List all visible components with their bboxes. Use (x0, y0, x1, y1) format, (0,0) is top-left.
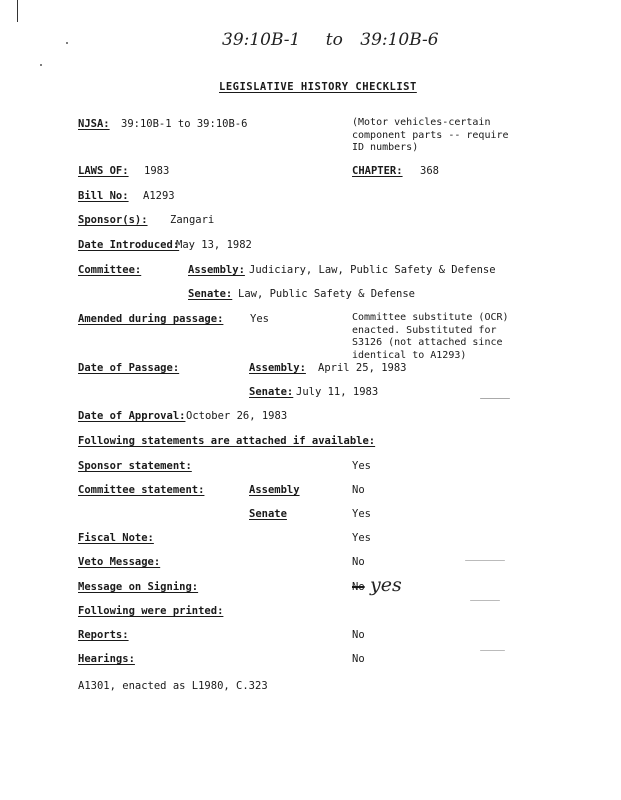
amended-label: Amended during passage: (78, 313, 224, 325)
committee-senate-value: Law, Public Safety & Defense (238, 288, 416, 300)
page-title: LEGISLATIVE HISTORY CHECKLIST (219, 81, 417, 93)
passage-assembly-label: Assembly: (249, 362, 306, 374)
committee-assembly-label: Assembly: (188, 264, 245, 276)
passage-label: Date of Passage: (78, 362, 180, 374)
committee-label: Committee: (78, 264, 142, 276)
passage-senate-value: July 11, 1983 (296, 386, 379, 398)
date-introduced-value: May 13, 1982 (176, 239, 252, 251)
njsa-description: (Motor vehicles-certain component parts -- require ID numbers) (352, 117, 509, 153)
committee-statement-senate-value: Yes (352, 508, 371, 520)
scan-speck (66, 42, 68, 44)
handwritten-header (222, 30, 439, 50)
passage-senate-label: Senate: (249, 386, 294, 398)
fiscal-note-value: Yes (352, 532, 371, 544)
margin-line (17, 0, 18, 22)
approval-value: October 26, 1983 (186, 410, 288, 422)
date-introduced-label: Date Introduced: (78, 239, 180, 251)
njsa-value: 39:10B-1 to 39:10B-6 (121, 118, 248, 130)
veto-message-value: No (352, 556, 365, 568)
sponsors-label: Sponsor(s): (78, 214, 148, 226)
njsa-label: NJSA: (78, 118, 110, 130)
fiscal-note-label: Fiscal Note: (78, 532, 154, 544)
scan-speck (40, 64, 42, 66)
handwritten-to-word: to (325, 30, 343, 50)
laws-of-value: 1983 (144, 165, 170, 177)
committee-statement-assembly-label: Assembly (249, 484, 300, 496)
handwritten-to: 39:10B-6 (360, 30, 439, 50)
footer-note: A1301, enacted as L1980, C.323 (78, 680, 268, 692)
printed-heading: Following were printed: (78, 605, 224, 617)
scan-speck (480, 398, 510, 399)
amended-note: Committee substitute (OCR) enacted. Substituted for S3126 (not attached since identical to A1293) (352, 312, 509, 361)
veto-message-label: Veto Message: (78, 556, 161, 568)
message-signing-handwritten-value: yes (370, 574, 402, 596)
sponsor-statement-value: Yes (352, 460, 371, 472)
message-signing-struck-value: No (352, 581, 365, 593)
passage-assembly-value: April 25, 1983 (318, 362, 407, 374)
amended-value: Yes (250, 313, 269, 325)
approval-label: Date of Approval: (78, 410, 186, 422)
chapter-value: 368 (420, 165, 439, 177)
bill-no-value: A1293 (143, 190, 175, 202)
attached-heading: Following statements are attached if available: (78, 435, 376, 447)
scan-speck (465, 560, 505, 561)
reports-value: No (352, 629, 365, 641)
reports-label: Reports: (78, 629, 129, 641)
chapter-label: CHAPTER: (352, 165, 403, 177)
sponsors-value: Zangari (170, 214, 215, 226)
committee-statement-label: Committee statement: (78, 484, 205, 496)
message-signing-label: Message on Signing: (78, 581, 199, 593)
sponsor-statement-label: Sponsor statement: (78, 460, 192, 472)
committee-statement-senate-label: Senate (249, 508, 287, 520)
hearings-label: Hearings: (78, 653, 135, 665)
handwritten-from: 39:10B-1 (222, 30, 301, 50)
committee-assembly-value: Judiciary, Law, Public Safety & Defense (249, 264, 496, 276)
committee-statement-assembly-value: No (352, 484, 365, 496)
bill-no-label: Bill No: (78, 190, 129, 202)
scan-speck (470, 600, 500, 601)
hearings-value: No (352, 653, 365, 665)
laws-of-label: LAWS OF: (78, 165, 129, 177)
scan-speck (480, 650, 505, 651)
committee-senate-label: Senate: (188, 288, 233, 300)
